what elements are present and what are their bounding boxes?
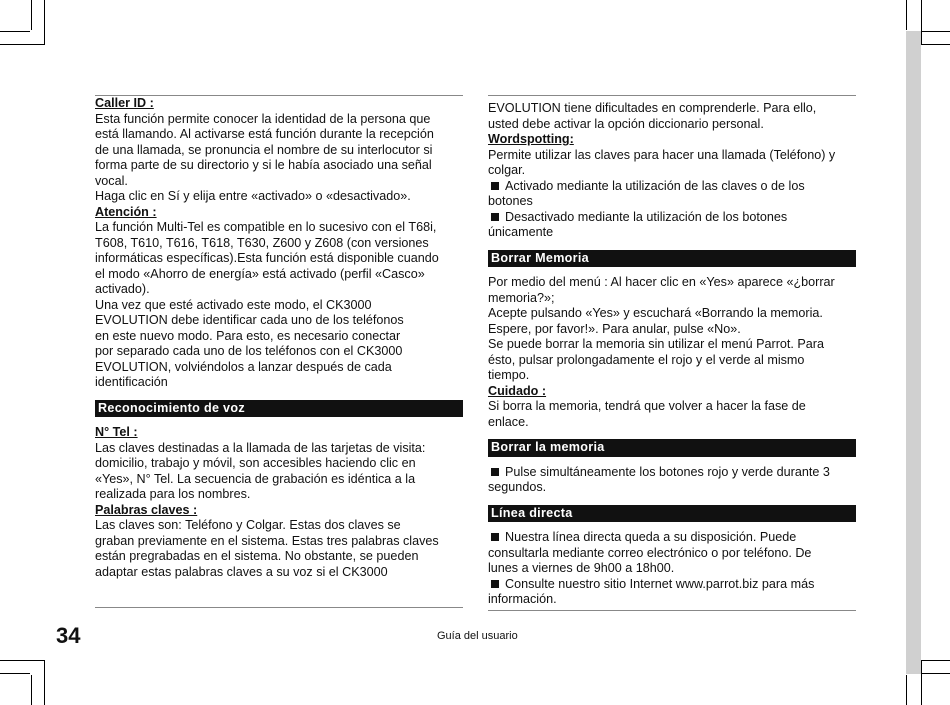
crop-mark	[0, 31, 30, 32]
text-line: ésto, pulsar prolongadamente el rojo y el verde al mismo	[488, 352, 805, 367]
text-line: Esta función permite conocer la identidad de la persona que	[95, 111, 431, 126]
text-line: Acepte pulsando «Yes» y escuchará «Borrando la memoria.	[488, 306, 823, 320]
text-line: EVOLUTION, volviéndolos a lanzar después de cada	[95, 359, 392, 374]
text-line: botones	[488, 194, 533, 208]
bullet-item	[488, 577, 856, 593]
crop-mark	[0, 660, 44, 661]
text-line: lunes a viernes de 9h00 a 18h00.	[488, 561, 675, 575]
text-line: Si borra la memoria, tendrá que volver a hacer la fase de	[488, 399, 806, 413]
bullet-item	[488, 179, 856, 195]
bullet-item	[488, 210, 856, 226]
text-line: Activado mediante la utilización de las claves o de los	[505, 178, 805, 193]
crop-mark	[921, 660, 950, 661]
palabras-heading: Palabras claves :	[95, 502, 198, 517]
page-number: 34	[56, 623, 81, 648]
section-bar-reconocimiento: Reconocimiento de voz	[95, 400, 463, 418]
crop-mark	[921, 0, 922, 45]
crop-mark	[0, 44, 44, 45]
square-bullet-icon	[491, 468, 499, 476]
crop-mark	[31, 0, 32, 30]
text-line: Por medio del menú : Al hacer clic en «Yes» aparece «¿borrar	[488, 275, 835, 289]
text-line: tiempo.	[488, 368, 530, 382]
text-line: Desactivado mediante la utilización de los botones	[505, 209, 788, 224]
text-line: Consulte nuestro sitio Internet www.parrot.biz para más	[505, 576, 815, 591]
bottom-rule-right	[488, 610, 856, 611]
section-bar-borrar-la-memoria: Borrar la memoria	[488, 439, 856, 457]
n-tel-heading: N° Tel :	[95, 425, 138, 439]
text-line: enlace.	[488, 414, 529, 429]
text-line: adaptar estas palabras claves a su voz si el CK3000	[95, 564, 388, 579]
caller-id-heading: Caller ID :	[95, 96, 154, 110]
crop-mark	[921, 31, 950, 32]
text-line: Espere, por favor!». Para anular, pulse «No».	[488, 321, 741, 336]
wordspotting-heading: Wordspotting:	[488, 132, 574, 146]
crop-mark	[44, 0, 45, 45]
crop-mark	[31, 675, 32, 705]
square-bullet-icon	[491, 213, 499, 221]
crop-mark	[44, 660, 45, 705]
text-line: Las claves destinadas a la llamada de las tarjetas de visita:	[95, 440, 426, 455]
text-line: EVOLUTION debe identificar cada uno de los teléfonos	[95, 313, 404, 327]
bottom-rule-left	[95, 607, 463, 608]
text-line: Haga clic en Sí y elija entre «activado» o «desactivado».	[95, 189, 411, 203]
text-line: por separado cada uno de los teléfonos con el CK3000	[95, 344, 403, 358]
text-line: Se puede borrar la memoria sin utilizar el menú Parrot. Para	[488, 337, 824, 351]
cuidado-heading: Cuidado :	[488, 383, 547, 398]
text-line: T608, T610, T616, T618, T630, Z600 y Z608 (con versiones	[95, 235, 429, 250]
text-line: realizada para los nombres.	[95, 487, 251, 501]
text-line: consultarla mediante correo electrónico o por teléfono. De	[488, 545, 812, 560]
text-line: Permite utilizar las claves para hacer una llamada (Teléfono) y	[488, 147, 836, 162]
text-line: Las claves son: Teléfono y Colgar. Estas dos claves se	[95, 518, 401, 532]
right-column	[488, 101, 856, 608]
square-bullet-icon	[491, 533, 499, 541]
top-rule-right	[488, 95, 856, 96]
text-line: domicilio, trabajo y móvil, son accesibles haciendo clic en	[95, 456, 416, 470]
text-line: identificación	[95, 375, 168, 389]
text-line: «Yes», N° Tel. La secuencia de grabación es idéntica a la	[95, 471, 416, 486]
bullet-item	[488, 530, 856, 546]
crop-mark	[921, 673, 950, 674]
text-line: Una vez que esté activado este modo, el CK3000	[95, 297, 372, 312]
section-bar-borrar-memoria: Borrar Memoria	[488, 250, 856, 268]
left-column	[95, 96, 463, 580]
page-edge-strip	[906, 31, 921, 674]
square-bullet-icon	[491, 182, 499, 190]
footer-title: Guía del usuario	[437, 630, 518, 642]
text-line: información.	[488, 592, 557, 606]
text-line: graban previamente en el sistema. Estas tres palabras claves	[95, 533, 439, 548]
text-line: La función Multi-Tel es compatible en lo sucesivo con el T68i,	[95, 220, 437, 234]
text-line: usted debe activar la opción diccionario personal.	[488, 116, 764, 131]
text-line: memoria?»;	[488, 290, 555, 305]
text-line: el modo «Ahorro de energía» está activado (perfil «Casco»	[95, 266, 425, 281]
text-line: Nuestra línea directa queda a su disposición. Puede	[505, 530, 797, 544]
text-line: Pulse simultáneamente los botones rojo y verde durante 3	[505, 464, 830, 479]
atencion-heading: Atención :	[95, 204, 157, 219]
crop-mark	[906, 675, 907, 705]
text-line: de una llamada, se pronuncia el nombre de su interlocutor si	[95, 142, 433, 157]
text-line: informáticas específicas).Esta función está disponible cuando	[95, 251, 439, 265]
crop-mark	[921, 660, 922, 705]
text-line: EVOLUTION tiene dificultades en comprenderle. Para ello,	[488, 101, 817, 115]
crop-mark	[0, 673, 30, 674]
text-line: forma parte de su directorio y si le había asociado una señal	[95, 158, 432, 172]
text-line: en este nuevo modo. Para esto, es necesario conectar	[95, 328, 401, 343]
text-line: están pregrabadas en el sistema. No obstante, se pueden	[95, 549, 419, 563]
bullet-item	[488, 465, 856, 481]
text-line: colgar.	[488, 163, 526, 177]
section-bar-linea-directa: Línea directa	[488, 505, 856, 523]
text-line: únicamente	[488, 225, 554, 239]
text-line: activado).	[95, 282, 150, 296]
crop-mark	[906, 0, 907, 30]
square-bullet-icon	[491, 580, 499, 588]
text-line: está llamando. Al activarse está función durante la recepción	[95, 127, 434, 141]
crop-mark	[921, 44, 950, 45]
text-line: vocal.	[95, 173, 128, 188]
text-line: segundos.	[488, 480, 547, 494]
